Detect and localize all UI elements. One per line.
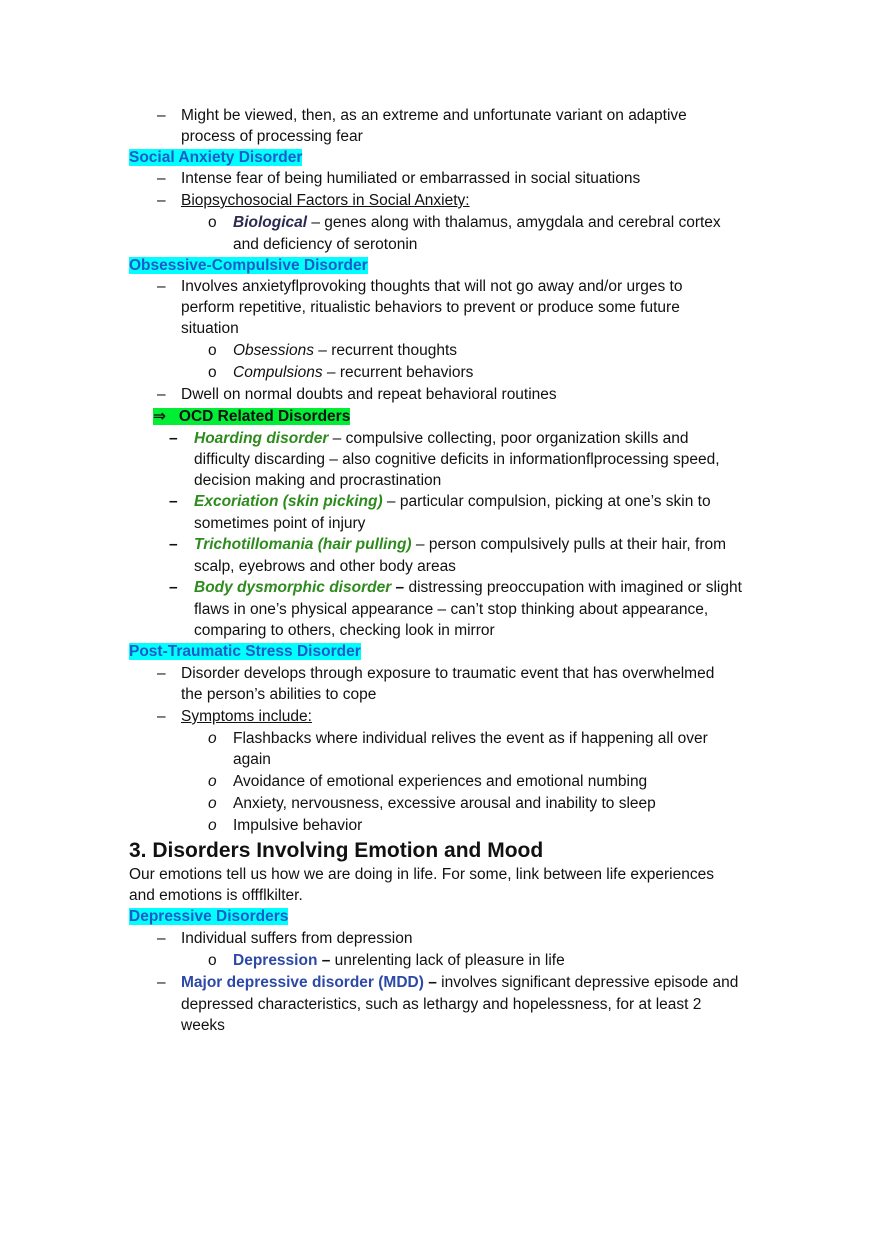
text-line: Symptoms include: [181,708,312,725]
text-line: scalp, eyebrows and other body areas [194,558,456,575]
bullet-circle: o [208,214,217,231]
text-line: depressed characteristics, such as lethargy and hopelessness, for at least 2 [181,996,702,1013]
bullet-circle: o [208,773,217,790]
bullet-dash: – [157,665,166,682]
section-heading-depressive: Depressive Disorders [129,908,289,925]
text-span: distressing preoccupation with imagined or slight [404,579,742,596]
section-heading-social-anxiety: Social Anxiety Disorder [129,149,303,166]
arrow-icon: ⇒ [153,408,166,425]
term-obsessions: Obsessions [233,342,314,359]
term-mdd: Major depressive disorder (MDD) [181,974,424,991]
term-trichotillomania: Trichotillomania (hair pulling) [194,536,412,553]
text-span: – [423,974,437,991]
bullet-dash: – [157,708,166,725]
bullet-dash: – [157,170,166,187]
text-span: – recurrent thoughts [313,342,458,359]
bullet-dash: – [157,930,166,947]
text-line: Intense fear of being humiliated or embarrassed in social situations [181,170,641,187]
term-depression: Depression [233,952,318,969]
bullet-dash: – [169,493,178,510]
bullet-circle: o [208,342,217,359]
text-span: – person compulsively pulls at their hair, from [411,536,727,553]
bullet-dash: – [169,536,178,553]
text-span: – [317,952,331,969]
text-line: Anxiety, nervousness, excessive arousal and inability to sleep [233,795,656,812]
text-span: – genes along with thalamus, amygdala and cerebral cortex [307,214,721,231]
term-body-dysmorphic: Body dysmorphic disorder [194,579,392,596]
bullet-circle: o [208,730,217,747]
text-line: Disorder develops through exposure to traumatic event that has overwhelmed [181,665,715,682]
text-line: the person’s abilities to cope [181,686,377,703]
term-excoriation: Excoriation (skin picking) [194,493,383,510]
bullet-dash: – [169,579,178,596]
text-span: – recurrent behaviors [322,364,474,381]
text-span: involves significant depressive episode and [436,974,739,991]
bullet-dash: – [169,430,178,447]
text-line: process of processing fear [181,128,363,145]
text-line: Impulsive behavior [233,817,363,834]
bullet-circle: o [208,952,217,969]
text-span: – particular compulsion, picking at one’s skin to [382,493,711,510]
bullet-circle: o [208,795,217,812]
text-line: flaws in one’s physical appearance – can’t stop thinking about appearance, [194,601,709,618]
text-line: and emotions is offﬂkilter. [129,887,303,904]
bullet-dash: – [157,386,166,403]
text-line: Might be viewed, then, as an extreme and unfortunate variant on adaptive [181,107,687,124]
text-line: again [233,751,271,768]
section-title-3: 3. Disorders Involving Emotion and Mood [129,839,544,862]
text-line: sometimes point of injury [194,515,366,532]
term-hoarding: Hoarding disorder [194,430,329,447]
text-span: – compulsive collecting, poor organization skills and [328,430,689,447]
bullet-dash: – [157,278,166,295]
text-line: difﬁculty discarding – also cognitive deficits in informationﬂprocessing speed, [194,451,720,468]
text-line: weeks [181,1017,225,1034]
term-biological: Biological [233,214,308,231]
bullet-circle: o [208,364,217,381]
bullet-dash: – [157,974,166,991]
bullet-dash: – [157,192,166,209]
ocd-related-heading: ⇒ OCD Related Disorders [153,408,351,425]
text-line: comparing to others, checking look in mirror [194,622,495,639]
text-line: Our emotions tell us how we are doing in life. For some, link between life experiences [129,866,714,883]
text-line: and deficiency of serotonin [233,236,418,253]
text-line: perform repetitive, ritualistic behaviors to prevent or produce some future [181,299,680,316]
text-line: decision making and procrastination [194,472,442,489]
text-line: Flashbacks where individual relives the event as if happening all over [233,730,708,747]
bullet-dash: – [157,107,166,124]
text-line: situation [181,320,239,337]
text-line: Avoidance of emotional experiences and emotional numbing [233,773,648,790]
bullet-circle: o [208,817,217,834]
term-compulsions: Compulsions [233,364,323,381]
text-line: Involves anxietyﬂprovoking thoughts that will not go away and/or urges to [181,278,683,295]
text-line: Individual suffers from depression [181,930,413,947]
text-line: Biopsychosocial Factors in Social Anxiety: [181,192,470,209]
section-heading-ptsd: Post-Traumatic Stress Disorder [129,643,361,660]
text-span: – [391,579,405,596]
text-line: Dwell on normal doubts and repeat behavioral routines [181,386,557,403]
section-heading-ocd: Obsessive-Compulsive Disorder [129,257,368,274]
text-span: unrelenting lack of pleasure in life [330,952,565,969]
